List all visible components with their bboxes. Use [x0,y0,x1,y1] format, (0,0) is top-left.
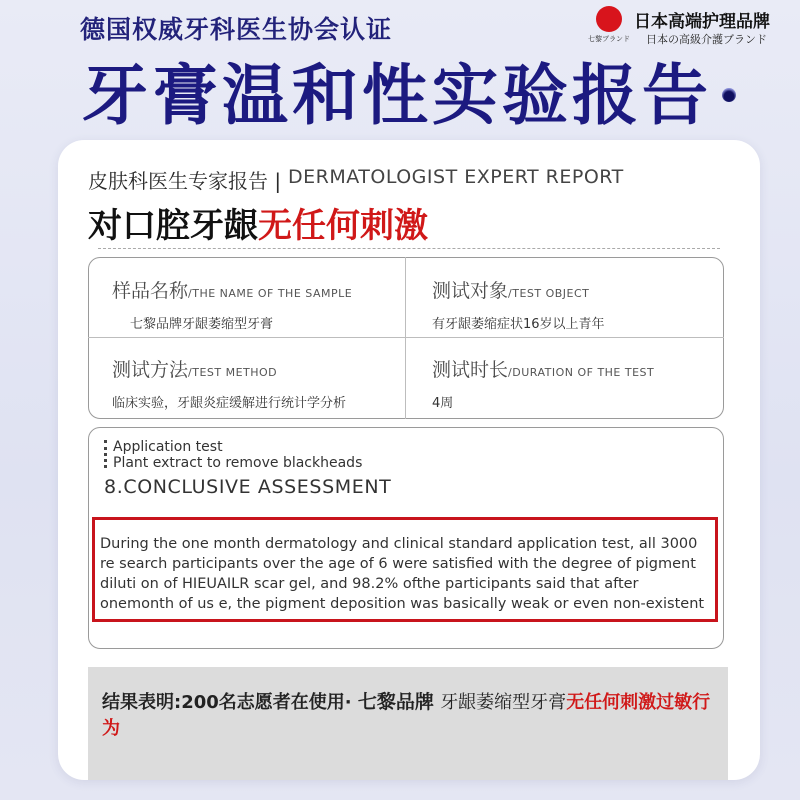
brand-logo-icon [596,6,622,32]
header-subtitle: 德国权威牙科医生协会认证 [80,15,393,44]
assessment-body: During the one month dermatology and clinical standard application test, all 3000 re search participants over the age of 6 were satisfied with the degree of pigment diluti on of HIEUAILR scar gel, and 98.2% ofthe participants said that after onemonth of us e, the pigment deposition was basically weak or even non-existent [100,536,705,612]
report-label-zh: 皮肤科医生专家报告 | [88,169,282,193]
result-prefix: 结果表明:200名志愿者在使用· [102,692,352,713]
info-cell-sample [112,276,352,332]
brand-logo-text: 七黎ブランド [588,35,630,43]
brand-subtitle: 日本の高級介護ブランド [646,33,767,46]
info-value: 七黎品牌牙龈萎缩型牙膏 [130,317,274,332]
info-label: 测试时长/DURATION OF THE TEST [432,359,655,381]
brand-block [588,6,798,46]
report-headline [88,198,428,247]
info-value: 有牙龈萎缩症状16岁以上青年 [432,317,605,332]
headline-red: 无任何刺激 [258,206,428,246]
result-text [102,689,722,742]
brand-title: 日本高端护理品牌 [634,12,770,32]
result-brand: 七黎品牌 [357,691,434,713]
report-label-en: DERMATOLOGIST EXPERT REPORT [288,166,624,188]
info-label: 测试方法/TEST METHOD [112,359,278,381]
headline-black: 对口腔牙龈 [88,206,258,246]
info-value: 4周 [432,396,454,411]
info-cell-duration [432,355,654,411]
grid-divider-horizontal [88,337,724,338]
dotted-bar-icon [104,440,107,468]
info-cell-method [112,355,346,411]
divider [98,248,720,249]
page-title: 牙膏温和性实验报告 [82,57,712,134]
assessment-title: 8.CONCLUSIVE ASSESSMENT [104,476,392,498]
info-label: 测试对象/TEST OBJECT [432,280,590,302]
grid-divider-vertical [405,257,406,419]
info-value: 临床实验，牙龈炎症缓解进行统计学分析 [112,396,347,411]
info-label: 样品名称/THE NAME OF THE SAMPLE [112,280,353,302]
result-red-text: 无任何刺激过敏行为 [102,692,711,739]
application-line-2: Plant extract to remove blackheads [113,455,363,471]
info-cell-object [432,276,605,332]
decorative-dot-icon [722,88,736,102]
result-product: 牙龈萎缩型牙膏 [440,692,567,713]
application-line-1: Application test [113,439,223,455]
